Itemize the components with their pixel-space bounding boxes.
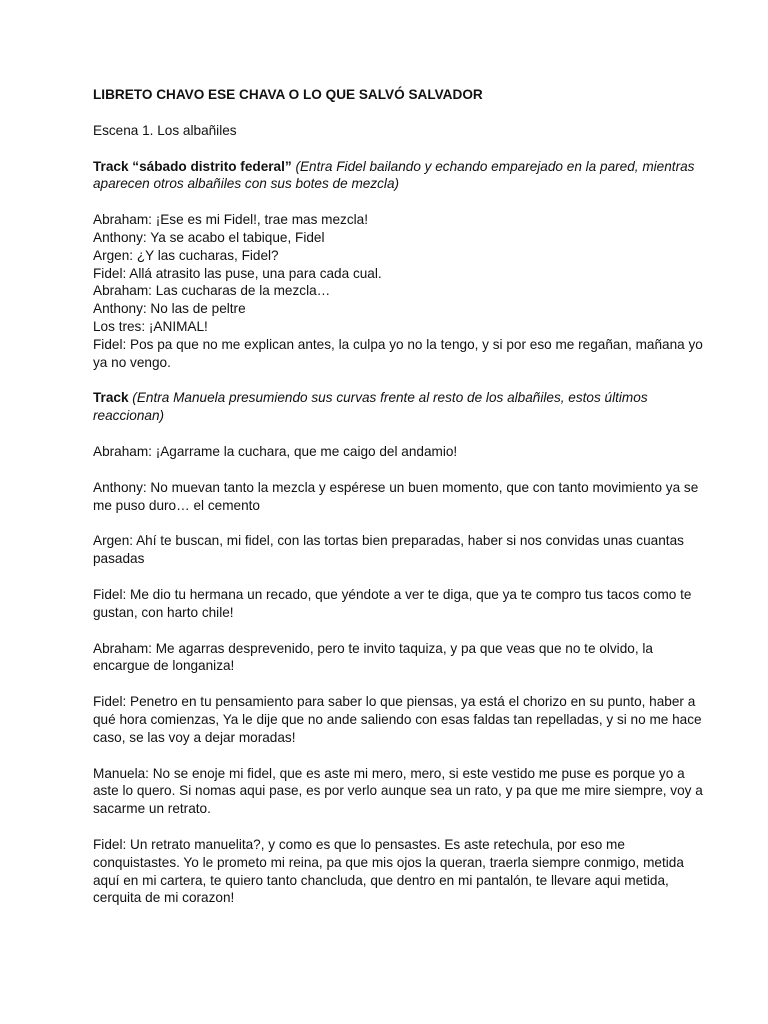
spacer xyxy=(93,622,708,640)
stage-direction: (Entra Manuela presumiendo sus curvas frente al resto de los albañiles, estos últimos reaccionan) xyxy=(93,390,648,424)
spacer xyxy=(93,193,708,211)
track-label: Track “sábado distrito federal” xyxy=(93,158,292,174)
scene-heading: Escena 1. Los albañiles xyxy=(93,122,237,138)
spacer xyxy=(93,461,708,479)
spacer xyxy=(93,568,708,586)
dialogue-line: Fidel: Pos pa que no me explican antes, la culpa yo no la tengo, y si por eso me regañan, mañana yo ya no vengo. xyxy=(93,336,703,370)
spacer xyxy=(93,675,708,693)
spacer xyxy=(93,514,708,532)
stage-direction: (Entra Fidel bailando y echando emparejado en la pared, mientras aparecen otros albañiles con sus botes de mezcla) xyxy=(93,158,695,192)
spacer xyxy=(93,818,708,836)
dialogue-paragraph: Fidel: Penetro en tu pensamiento para saber lo que piensas, ya está el chorizo en su punto, haber a qué hora comienzas, Ya le dije que no ande saliendo con esas faldas tan repelladas, y si no me hace caso, se las voy a dejar moradas! xyxy=(93,694,702,745)
dialogue-paragraph: Argen: Ahí te buscan, mi fidel, con las tortas bien preparadas, haber si nos convidas unas cuantas pasadas xyxy=(93,533,684,567)
dialogue-line: Abraham: ¡Ese es mi Fidel!, trae mas mezcla! xyxy=(93,212,368,228)
dialogue-paragraph: Abraham: ¡Agarrame la cuchara, que me caigo del andamio! xyxy=(93,443,458,459)
dialogue-paragraph: Fidel: Me dio tu hermana un recado, que yéndote a ver te diga, que ya te compro tus tacos como te gustan, con harto chile! xyxy=(93,586,692,620)
spacer xyxy=(93,140,708,158)
dialogue-paragraph: Abraham: Me agarras desprevenido, pero te invito taquiza, y pa que veas que no te olvido, la encargue de longaniza! xyxy=(93,640,653,674)
track-label: Track xyxy=(93,390,129,406)
spacer xyxy=(93,425,708,443)
document-title: LIBRETO CHAVO ESE CHAVA O LO QUE SALVÓ SALVADOR xyxy=(93,87,483,102)
spacer xyxy=(93,747,708,765)
dialogue-line: Anthony: No las de peltre xyxy=(93,301,246,317)
dialogue-line: Argen: ¿Y las cucharas, Fidel? xyxy=(93,247,279,263)
spacer xyxy=(93,104,708,122)
track-cue-1 xyxy=(93,158,708,194)
dialogue-line: Anthony: Ya se acabo el tabique, Fidel xyxy=(93,229,325,245)
dialogue-paragraph: Fidel: Un retrato manuelita?, y como es que lo pensastes. Es aste retechula, por eso me conquistastes. Yo le prometo mi reina, pa que mis ojos la queran, traerla siempre conmigo, metida aquí en mi cartera, te quiero tanto chancluda, que dentro en mi pantalón, te llevare aqui metida, cerquita de mi corazon! xyxy=(93,836,684,906)
dialogue-paragraph: Anthony: No muevan tanto la mezcla y espérese un buen momento, que con tanto movimiento ya se me puso duro… el cemento xyxy=(93,479,699,513)
dialogue-block-1 xyxy=(93,211,708,371)
track-cue-2 xyxy=(93,389,708,425)
dialogue-line: Abraham: Las cucharas de la mezcla… xyxy=(93,283,331,299)
spacer xyxy=(93,371,708,389)
dialogue-line: Fidel: Allá atrasito las puse, una para cada cual. xyxy=(93,265,382,281)
dialogue-line: Los tres: ¡ANIMAL! xyxy=(93,318,208,334)
dialogue-paragraph: Manuela: No se enoje mi fidel, que es aste mi mero, mero, si este vestido me puse es porque yo a aste lo quero. Si nomas aqui pase, es por verlo aunque sea un rato, y pa que me mire siempre, voy a sacarme un retrato. xyxy=(93,765,703,817)
